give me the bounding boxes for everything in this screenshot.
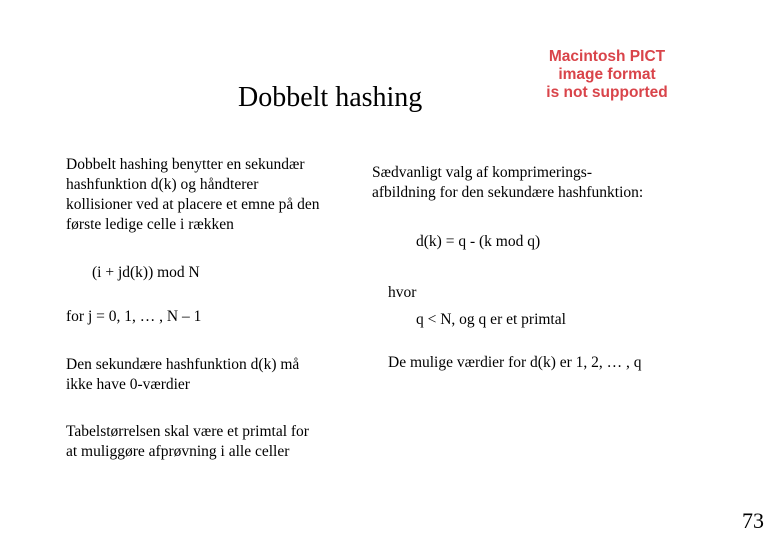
text-line: at muliggøre afprøvning i alle celler: [66, 443, 290, 460]
right-where: hvor: [388, 284, 417, 301]
left-rule: [66, 355, 299, 395]
slide-title: Dobbelt hashing: [238, 82, 423, 113]
left-range: for j = 0, 1, … , N – 1: [66, 308, 202, 325]
text-line: Dobbelt hashing benytter en sekundær: [66, 156, 305, 173]
text-line: hashfunktion d(k) og håndterer: [66, 176, 259, 193]
right-intro: [372, 163, 643, 203]
left-intro: [66, 155, 320, 235]
text-line: første ledige celle i rækken: [66, 216, 234, 233]
right-condition: q < N, og q er et primtal: [416, 311, 566, 328]
text-line: ikke have 0-værdier: [66, 376, 190, 393]
text-line: afbildning for den sekundære hashfunktion:: [372, 184, 644, 201]
text-line: Den sekundære hashfunktion d(k) må: [66, 356, 300, 373]
text-line: kollisioner ved at placere et emne på den: [66, 196, 320, 213]
left-formula: (i + jd(k)) mod N: [92, 264, 200, 281]
left-table-note: [66, 422, 309, 462]
pict-placeholder: [532, 48, 682, 102]
right-formula: d(k) = q - (k mod q): [416, 233, 541, 250]
right-values: De mulige værdier for d(k) er 1, 2, … , q: [388, 354, 642, 371]
text-line: Sædvanligt valg af komprimerings-: [372, 164, 592, 181]
page-number: 73: [742, 508, 764, 533]
text-line: Tabelstørrelsen skal være et primtal for: [66, 423, 309, 440]
pict-line: Macintosh PICT: [548, 48, 666, 65]
pict-line: is not supported: [546, 84, 668, 101]
pict-line: image format: [558, 66, 656, 83]
